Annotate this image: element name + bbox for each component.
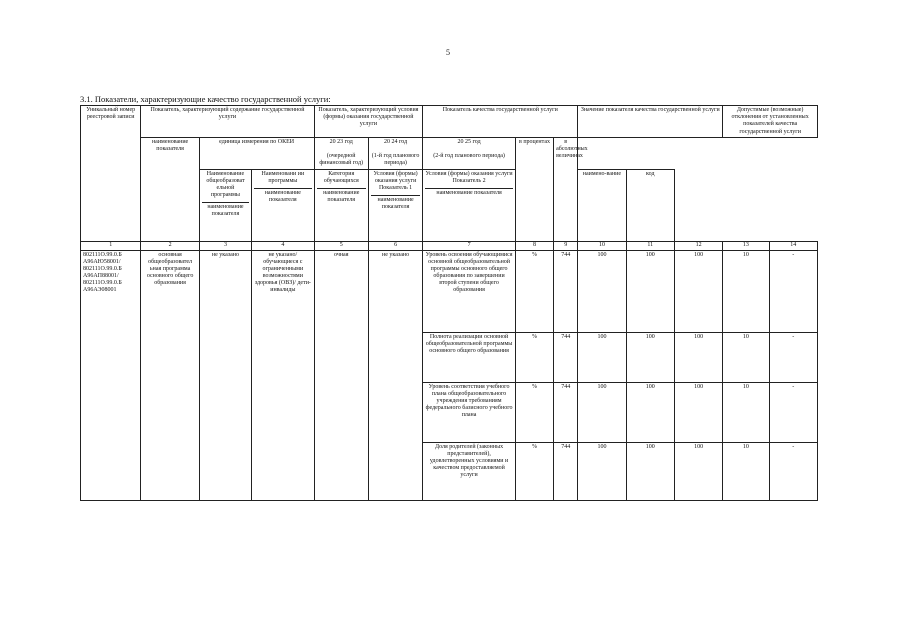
header-year-2 bbox=[368, 137, 422, 169]
indicator-name-cell: Полнота реализации основной общеобразовательной программы основного общего образования bbox=[423, 332, 516, 382]
sub-label: наименование показателя bbox=[317, 188, 366, 204]
deviation-percent-cell: 10 bbox=[723, 382, 769, 442]
header-unit-code: код bbox=[626, 169, 674, 241]
indicator-name-cell: Уровень освоения обучающимися основной общеобразовательной программы основного общего образования по завершении второй ступени общего образования bbox=[423, 250, 516, 332]
section-heading: 3.1. Показатели, характеризующие качество государственной услуги: bbox=[80, 94, 331, 104]
data-body bbox=[81, 250, 818, 500]
column-number: 8 bbox=[515, 241, 553, 250]
indicator-name-cell: Доля родителей (законных представителей), удовлетворенных условиями и качеством предоставляемой услуги bbox=[423, 442, 516, 500]
deviation-percent-cell: 10 bbox=[723, 250, 769, 332]
sub-label: наименование показателя bbox=[371, 195, 420, 211]
unit-cell: % bbox=[515, 442, 553, 500]
column-number: 4 bbox=[252, 241, 314, 250]
header-year-3 bbox=[423, 137, 516, 169]
column-number: 6 bbox=[368, 241, 422, 250]
value-2024-cell: 100 bbox=[626, 250, 674, 332]
code-cell: 744 bbox=[554, 250, 578, 332]
cond2-label: Условия (формы) оказания услуги Показатель 2 bbox=[425, 170, 513, 184]
column-number: 1 bbox=[81, 241, 141, 250]
column-number: 3 bbox=[199, 241, 251, 250]
code-cell: 744 bbox=[554, 442, 578, 500]
header-quality-value: Значение показателя качества государственной услуги bbox=[578, 106, 723, 138]
form-cell: очная bbox=[314, 250, 368, 500]
value-2023-cell: 100 bbox=[578, 250, 626, 332]
header-indicator-name: наименование показателя bbox=[141, 137, 199, 241]
column-number: 11 bbox=[626, 241, 674, 250]
column-number: 7 bbox=[423, 241, 516, 250]
program-cell: основная общеобразовател ьная программа основного общего образования bbox=[141, 250, 199, 500]
value-2025-cell: 100 bbox=[674, 442, 722, 500]
header-year-1 bbox=[314, 137, 368, 169]
header-year-3-note: (2-й год планового периода) bbox=[433, 153, 505, 160]
sub-label: наименование показателя bbox=[202, 202, 249, 218]
header-col-program-name bbox=[199, 169, 251, 241]
column-numbers-row bbox=[81, 241, 818, 250]
header-year-3-label: 20 25 год bbox=[457, 138, 481, 145]
deviation-absolute-cell: - bbox=[769, 382, 817, 442]
header-col-cond2 bbox=[423, 169, 516, 241]
sub-label: наименование показателя bbox=[425, 188, 513, 197]
header-conditions-indicator: Показатель, характеризующий условия (формы) оказания государственной услуги bbox=[314, 106, 423, 138]
form2-cell: не указано bbox=[368, 250, 422, 500]
unit-cell: % bbox=[515, 250, 553, 332]
header-year-2-note: (1-й год планового периода) bbox=[371, 153, 420, 167]
header-row-2 bbox=[81, 137, 818, 169]
header-year-1-label: 20 23 год bbox=[329, 138, 353, 145]
unit-cell: % bbox=[515, 332, 553, 382]
header-in-absolute: в абсолютных величинах bbox=[554, 137, 578, 241]
deviation-percent-cell: 10 bbox=[723, 332, 769, 382]
indicator-name-cell: Уровень соответствия учебного плана общеобразовательного учреждения требованиям федерального базисного учебного плана bbox=[423, 382, 516, 442]
column-number: 14 bbox=[769, 241, 817, 250]
header-unit-name: наимено-вание bbox=[578, 169, 626, 241]
program-name-label: Наименование общеобразоват ельной программы bbox=[206, 170, 245, 199]
sub-label: наименование показателя bbox=[254, 188, 311, 204]
value-2023-cell: 100 bbox=[578, 382, 626, 442]
page-number: 5 bbox=[446, 48, 450, 57]
deviation-absolute-cell: - bbox=[769, 442, 817, 500]
header-row-1 bbox=[81, 106, 818, 138]
category-cell: не указано/ обучающиеся с ограниченными возможностями здоровья (ОВЗ)/ дети-инвалиды bbox=[252, 250, 314, 500]
column-number: 13 bbox=[723, 241, 769, 250]
category-label: Категория обучающихся bbox=[323, 170, 359, 184]
value-2023-cell: 100 bbox=[578, 442, 626, 500]
header-in-percent: в процентах bbox=[515, 137, 553, 241]
table-row bbox=[81, 250, 818, 332]
column-number: 10 bbox=[578, 241, 626, 250]
programs-label: Наименовани ии программы bbox=[261, 170, 305, 184]
header-content-indicator: Показатель, характеризующий содержание государственной услуги bbox=[141, 106, 314, 138]
header-year-2-label: 20 24 год bbox=[383, 138, 408, 145]
unit-cell: % bbox=[515, 382, 553, 442]
header-year-1-note: (очередной финансовый год) bbox=[319, 153, 364, 167]
deviation-percent-cell: 10 bbox=[723, 442, 769, 500]
header-unique-number: Уникальный номер реестровой записи bbox=[81, 106, 141, 242]
code-cell: 744 bbox=[554, 332, 578, 382]
registry-number-cell: 802111О.99.0.Б А96АЮ58001/ 802111О.99.0.Б А96АП88001/ 802111О.99.0.Б А96АЭ08001 bbox=[81, 250, 141, 500]
value-2025-cell: 100 bbox=[674, 332, 722, 382]
value-2024-cell: 100 bbox=[626, 382, 674, 442]
header-deviations: Допустимые (возможные) отклонения от установленных показателей качества государственной услуги bbox=[723, 106, 818, 138]
program-name-cell: не указано bbox=[199, 250, 251, 500]
value-2024-cell: 100 bbox=[626, 442, 674, 500]
header-col-cond1 bbox=[368, 169, 422, 241]
column-number: 9 bbox=[554, 241, 578, 250]
code-cell: 744 bbox=[554, 382, 578, 442]
value-2025-cell: 100 bbox=[674, 382, 722, 442]
value-2023-cell: 100 bbox=[578, 332, 626, 382]
deviation-absolute-cell: - bbox=[769, 250, 817, 332]
column-number: 2 bbox=[141, 241, 199, 250]
deviation-absolute-cell: - bbox=[769, 332, 817, 382]
header-quality-indicator: Показатель качества государственной услуги bbox=[423, 106, 578, 138]
cond1-label: Условия (формы) оказания услуги Показатель 1 bbox=[373, 170, 418, 191]
column-number: 5 bbox=[314, 241, 368, 250]
column-number: 12 bbox=[674, 241, 722, 250]
quality-indicators-table bbox=[80, 105, 818, 501]
header-unit: единица измерения по ОКЕИ bbox=[199, 137, 314, 169]
value-2025-cell: 100 bbox=[674, 250, 722, 332]
header-col-category bbox=[314, 169, 368, 241]
header-col-programs bbox=[252, 169, 314, 241]
value-2024-cell: 100 bbox=[626, 332, 674, 382]
